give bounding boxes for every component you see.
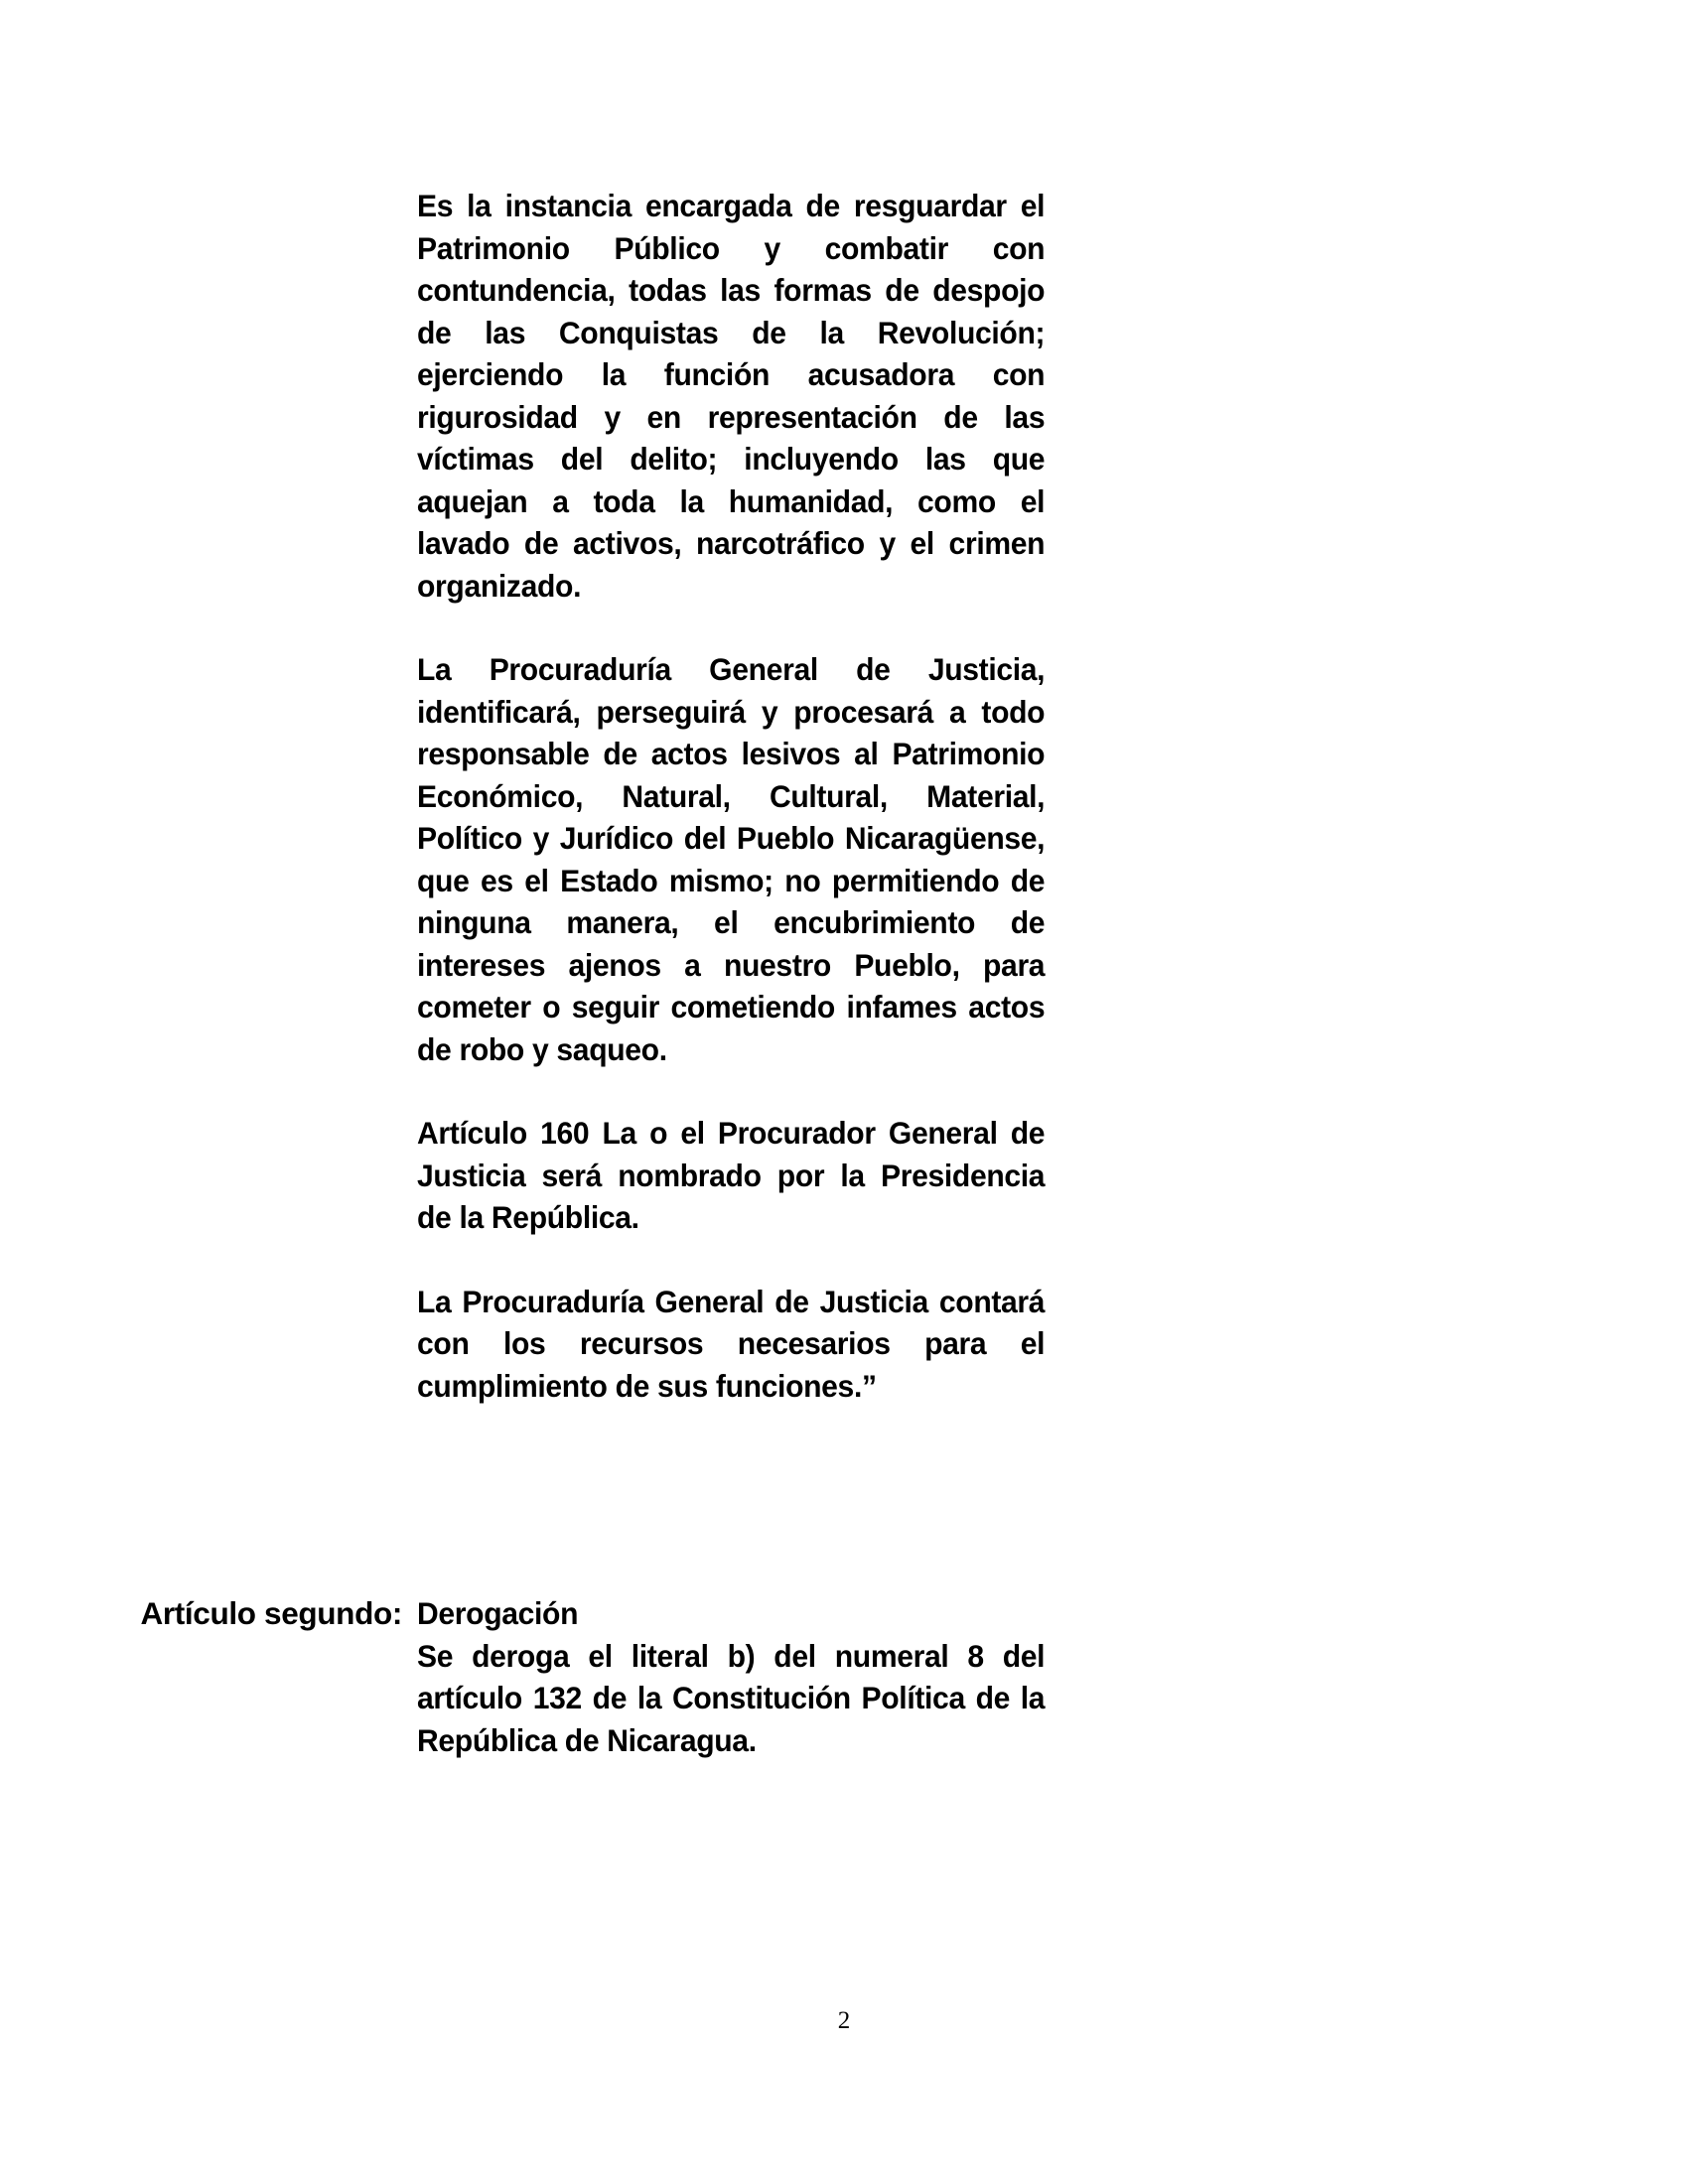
paragraph-4: La Procuraduría General de Justicia contará con los recursos necesarios para el cumplimiento de sus funciones.”: [417, 1283, 1046, 1404]
document-body: [417, 185, 1045, 1448]
paragraph-1: Es la instancia encargada de resguardar el Patrimonio Público y combatir con contundencia, todas las formas de despojo de las Conquistas de la Revolución; ejerciendo la función acusadora con rigurosidad y en representación de las víctimas del delito; incluyendo las que aquejan a toda la humanidad, como el lavado de activos, narcotráfico y el crimen organizado.: [417, 188, 1046, 604]
articulo-segundo-body: [417, 1592, 1074, 1761]
paragraph-2: La Procuraduría General de Justicia, identificará, perseguirá y procesará a todo responsable de actos lesivos al Patrimonio Económico, Natural, Cultural, Material, Político y Jurídico del Pueblo Nicaragüense, que es el Estado mismo; no permitiendo de ninguna manera, el encubrimiento de intereses ajenos a nuestro Pueblo, para cometer o seguir cometiendo infames actos de robo y saqueo.: [417, 651, 1046, 1067]
paragraph-3-articulo-160: Artículo 160 La o el Procurador General de Justicia será nombrado por la Presidencia de la República.: [417, 1115, 1046, 1235]
articulo-segundo-heading: Derogación: [417, 1595, 579, 1631]
articulo-segundo-text: Se deroga el literal b) del numeral 8 del artículo 132 de la Constitución Política de la República de Nicaragua.: [417, 1637, 1046, 1758]
page-number: 2: [837, 2007, 851, 2034]
articulo-segundo-label: Artículo segundo:: [140, 1595, 402, 1631]
